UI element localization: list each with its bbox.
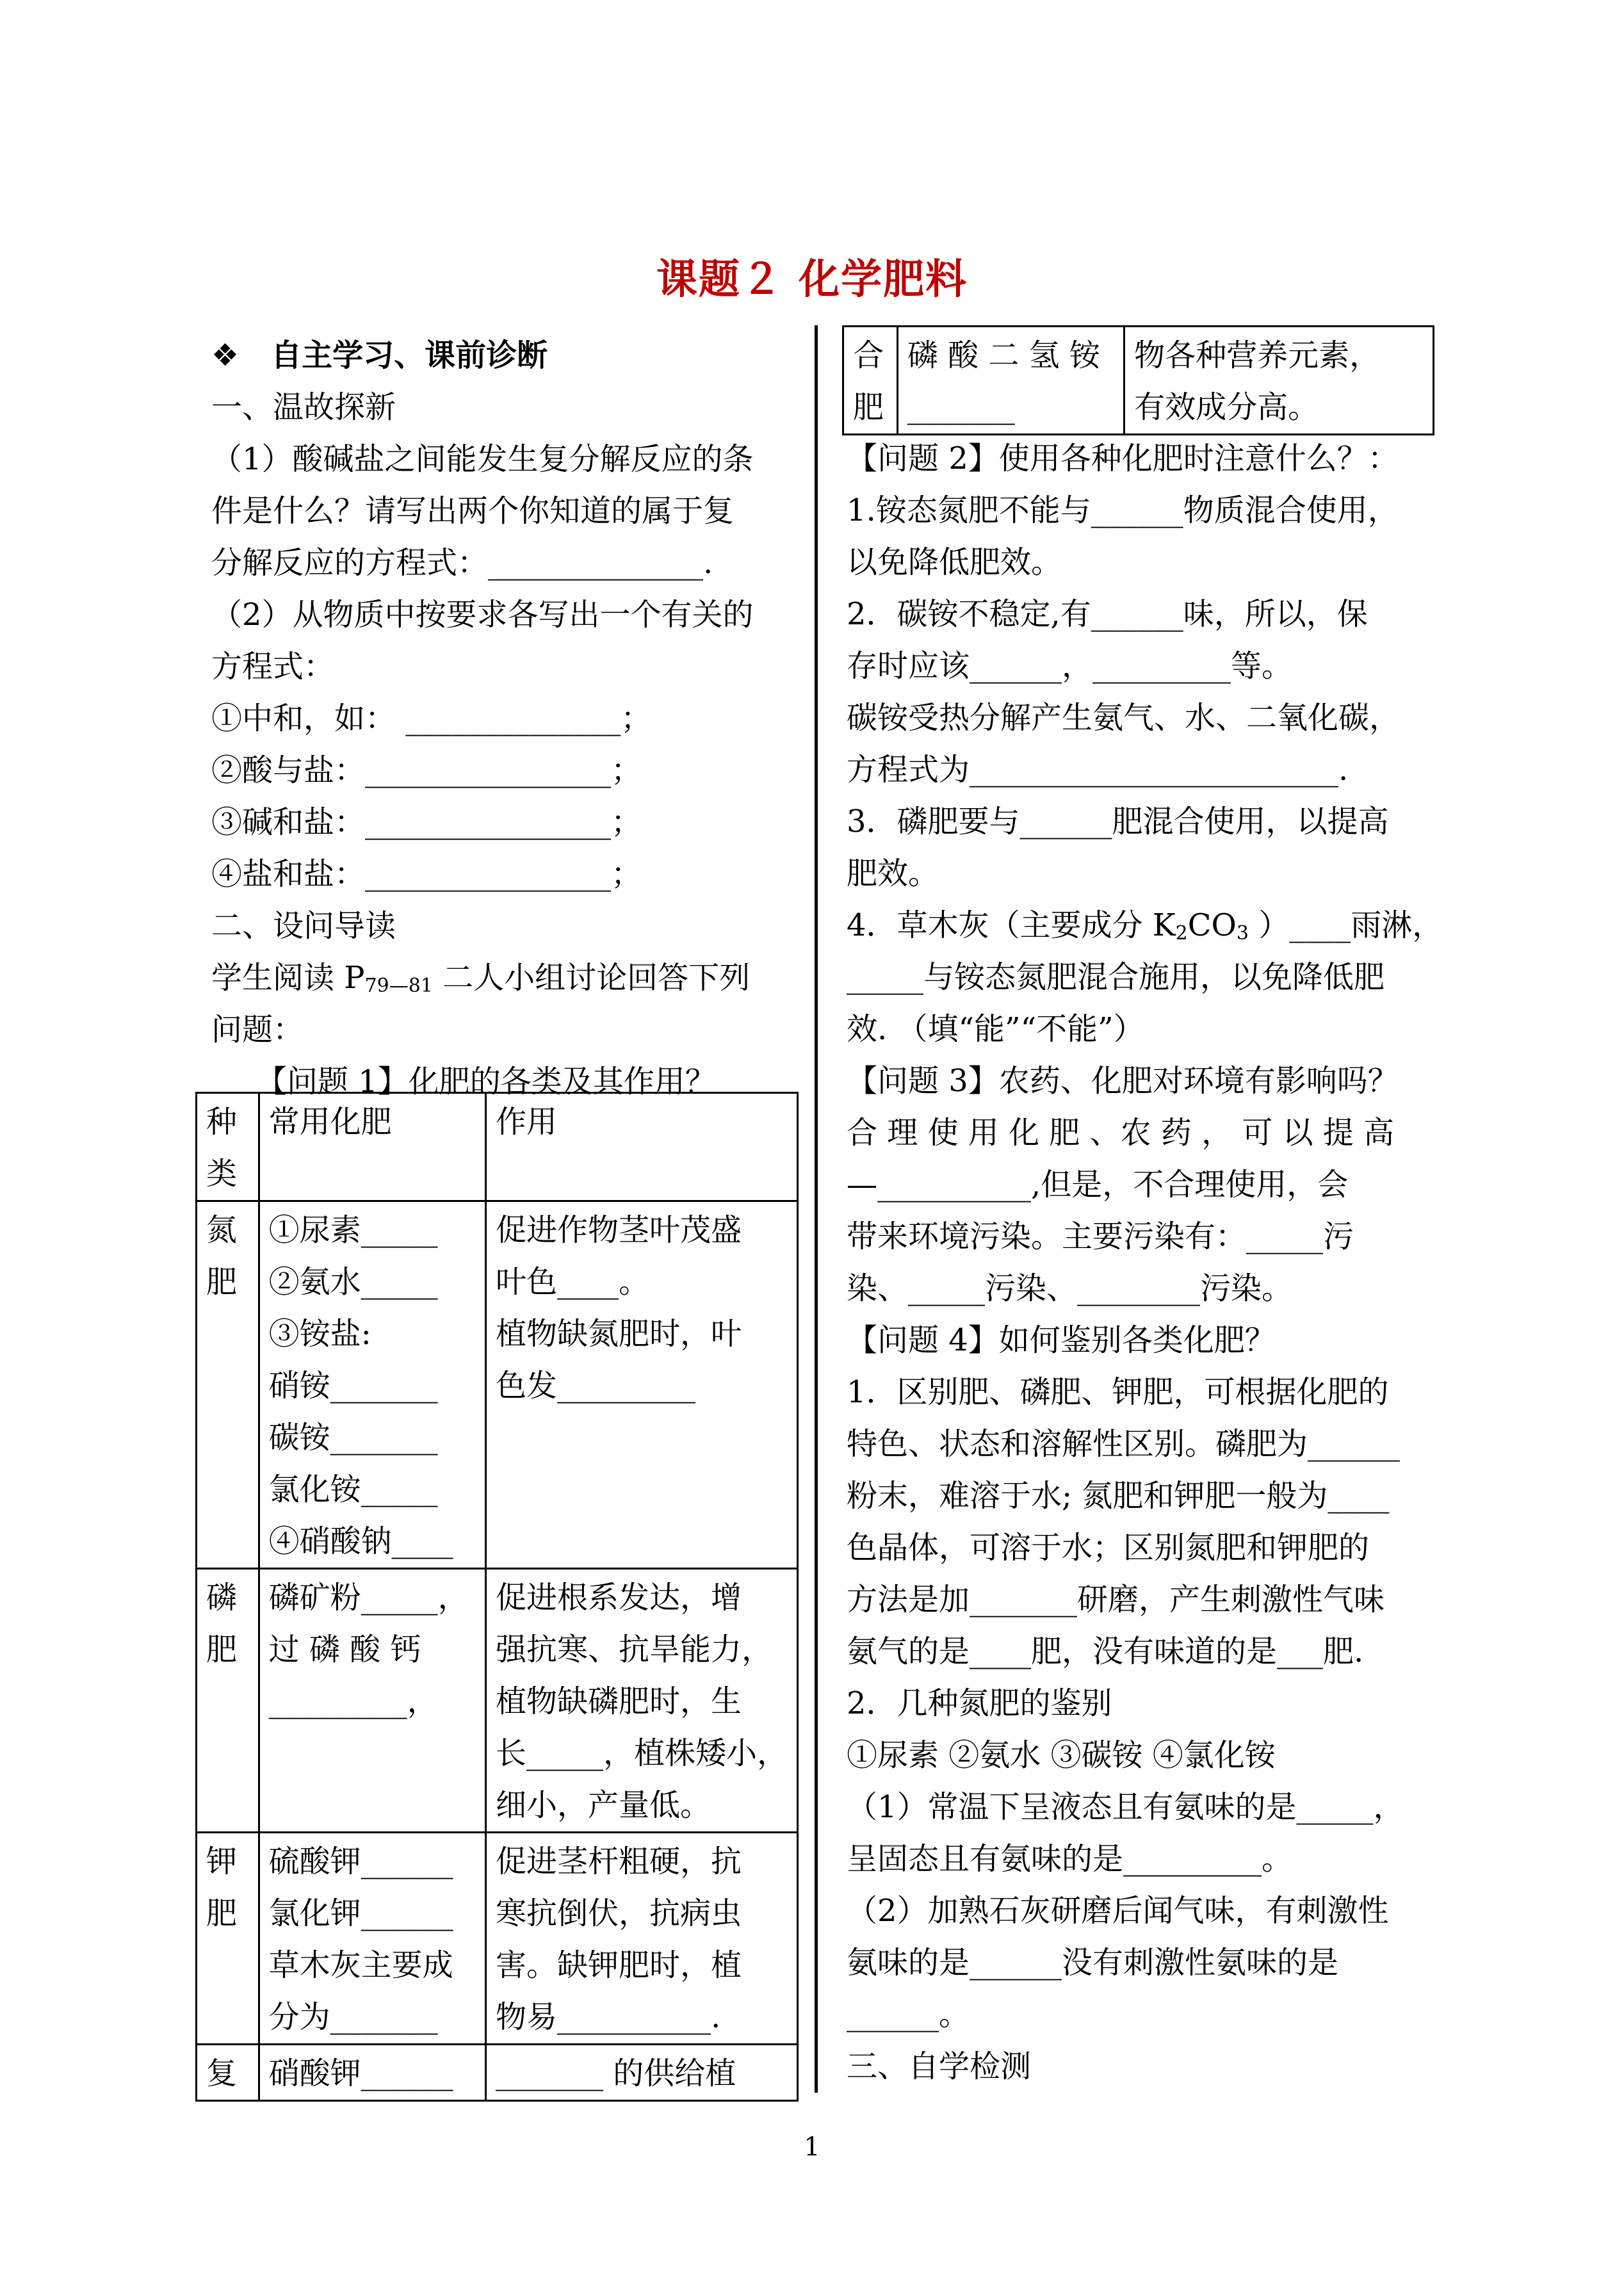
right-line: （2）加熟石灰研磨后闻气味，有刺激性 [847,1893,1389,1929]
right-line: （1）常温下呈液态且有氨味的是_____， [847,1789,1404,1825]
row-fertilizers: 磷 酸 二 氢 铵 _______ [897,327,1124,435]
right-line: 氨气的是____肥，没有味道的是___肥. [847,1634,1364,1669]
right-line: 合 理 使 用 化 肥 、农 药 ， 可 以 提 高 [847,1115,1395,1151]
header-fertilizer: 常用化肥 [259,1093,485,1201]
row-fertilizers: ①尿素_____ ②氨水_____ ③铵盐: 硝铵_______ 碳铵_______ 氯化铵_____ ④硝酸钠____ [259,1201,485,1569]
right-line: 呈固态且有氨味的是_________。 [847,1841,1293,1877]
right-line: 三、自学检测 [847,2048,1032,2084]
left-line: ②酸与盐：________________； [211,752,642,788]
row-kind: 合 肥 [843,327,898,435]
right-line: 特色、状态和溶解性区别。磷肥为______ [847,1426,1401,1462]
ash-line: 4．草木灰（主要成分 $K_2CO_3$ ）____雨淋， [847,907,1443,945]
right-line: 2．碳铵不稳定,有______味，所以，保 [847,596,1368,632]
right-line: 氨味的是______没有刺激性氨味的是 [847,1945,1339,1981]
row-kind: 氮 肥 [197,1201,259,1569]
left-line: ①中和，如： ______________； [211,701,652,736]
right-line: 效. （填“能”“不能”） [847,1011,1144,1047]
right-line: 【问题 2】使用各种化肥时注意什么？： [847,441,1399,476]
row-effect: _______ 的供给植 [485,2045,797,2101]
row-kind: 复 [197,2045,259,2101]
right-line: 3．磷肥要与______肥混合使用，以提高 [847,804,1389,839]
right-line: ______。 [847,1997,970,2032]
row-fertilizers: 硝酸钾______ [259,2045,485,2101]
row-kind: 钾 肥 [197,1833,259,2045]
reading-text: 学生阅读 P [211,960,365,996]
fertilizer-table-continued [842,325,1434,435]
row-fertilizers: 硫酸钾______ 氯化钾______ 草木灰主要成 分为_______ [259,1833,485,2045]
row-kind: 磷 肥 [197,1569,259,1833]
left-line: 问题： [211,1012,304,1048]
right-line: 肥效。 [847,856,939,891]
table-row [843,327,1434,435]
right-line: 带来环境污染。主要污染有：_____污 [847,1219,1354,1254]
row-effect: 物各种营养元素， 有效成分高。 [1125,327,1434,435]
row-fertilizers: 磷矿粉_____， 过 磷 酸 钙 _________， [259,1569,485,1833]
page-number: 1 [804,2132,820,2162]
left-line: ④盐和盐：________________； [211,856,642,892]
left-line: 件是什么？请写出两个你知道的属于复 [211,493,735,529]
right-line: 【问题 4】如何鉴别各类化肥？ [847,1322,1276,1358]
table-header-row [197,1093,798,1201]
reading-line [211,952,807,1004]
row-effect: 促进茎杆粗硬，抗 寒抗倒伏，抗病虫 害。缺钾肥时，植 物易__________. [485,1833,797,2045]
left-line: 方程式： [211,649,335,685]
left-line: ③碱和盐：________________； [211,804,642,840]
left-line: （2）从物质中按要求各写出一个有关的 [211,597,754,633]
right-column [847,433,1443,2093]
question-1: 【问题 1】化肥的各类及其作用？ [256,1064,716,1099]
section-heading-text: 自主学习、课前诊断 [271,337,548,373]
right-line: 方程式为________________________. [847,752,1349,788]
right-line: ①尿素 ②氨水 ③碳铵 ④氯化铵 [847,1737,1276,1773]
right-line: 方法是加_______研磨，产生刺激性气味 [847,1582,1385,1618]
right-line: 染、_____污染、________污染。 [847,1270,1293,1306]
reading-tail: 二人小组讨论回答下列 [432,960,751,996]
table-row [197,2045,798,2101]
right-line: 粉末，难溶于水; 氮肥和钾肥一般为____ [847,1478,1390,1514]
table-row [197,1201,798,1569]
left-line: 一、温故探新 [211,389,396,425]
table-row [197,1833,798,2045]
section-heading [211,330,807,382]
right-line: —__________,但是，不合理使用，会 [847,1167,1349,1203]
right-line: _____与铵态氮肥混合施用，以免降低肥 [847,959,1385,995]
header-kind: 种类 [197,1093,259,1201]
table-row [197,1569,798,1833]
left-line: 分解反应的方程式：______________. [211,545,713,581]
left-line: 二、设问导读 [211,908,396,944]
right-line: 1．区别肥、磷肥、钾肥，可根据化肥的 [847,1374,1389,1410]
right-line: 存时应该______，_________等。 [847,648,1293,684]
right-line: 以免降低肥效。 [847,544,1062,580]
right-line: 色晶体，可溶于水；区别氮肥和钾肥的 [847,1530,1370,1566]
right-line: 1.铵态氮肥不能与______物质混合使用， [847,492,1399,528]
fertilizer-table [195,1092,799,2102]
page-title: 课题２ 化学肥料 [656,256,968,304]
left-column [211,330,807,1108]
right-line: 碳铵受热分解产生氨气、水、二氧化碳， [847,700,1401,736]
diamond-bullet-icon: ❖ [211,337,240,373]
column-divider [815,325,818,2093]
right-line: 2．几种氮肥的鉴别 [847,1685,1112,1721]
left-line: （1）酸碱盐之间能发生复分解反应的条 [211,441,754,477]
header-effect: 作用 [485,1093,797,1201]
reading-pages: 79—81 [364,975,433,997]
right-line: 【问题 3】农药、化肥对环境有影响吗？ [847,1063,1399,1099]
row-effect: 促进根系发达，增 强抗寒、抗旱能力， 植物缺磷肥时，生 长_____，植株矮小， 细小，产量低。 [485,1569,797,1833]
row-effect: 促进作物茎叶茂盛 叶色____。 植物缺氮肥时，叶 色发_________ [485,1201,797,1569]
